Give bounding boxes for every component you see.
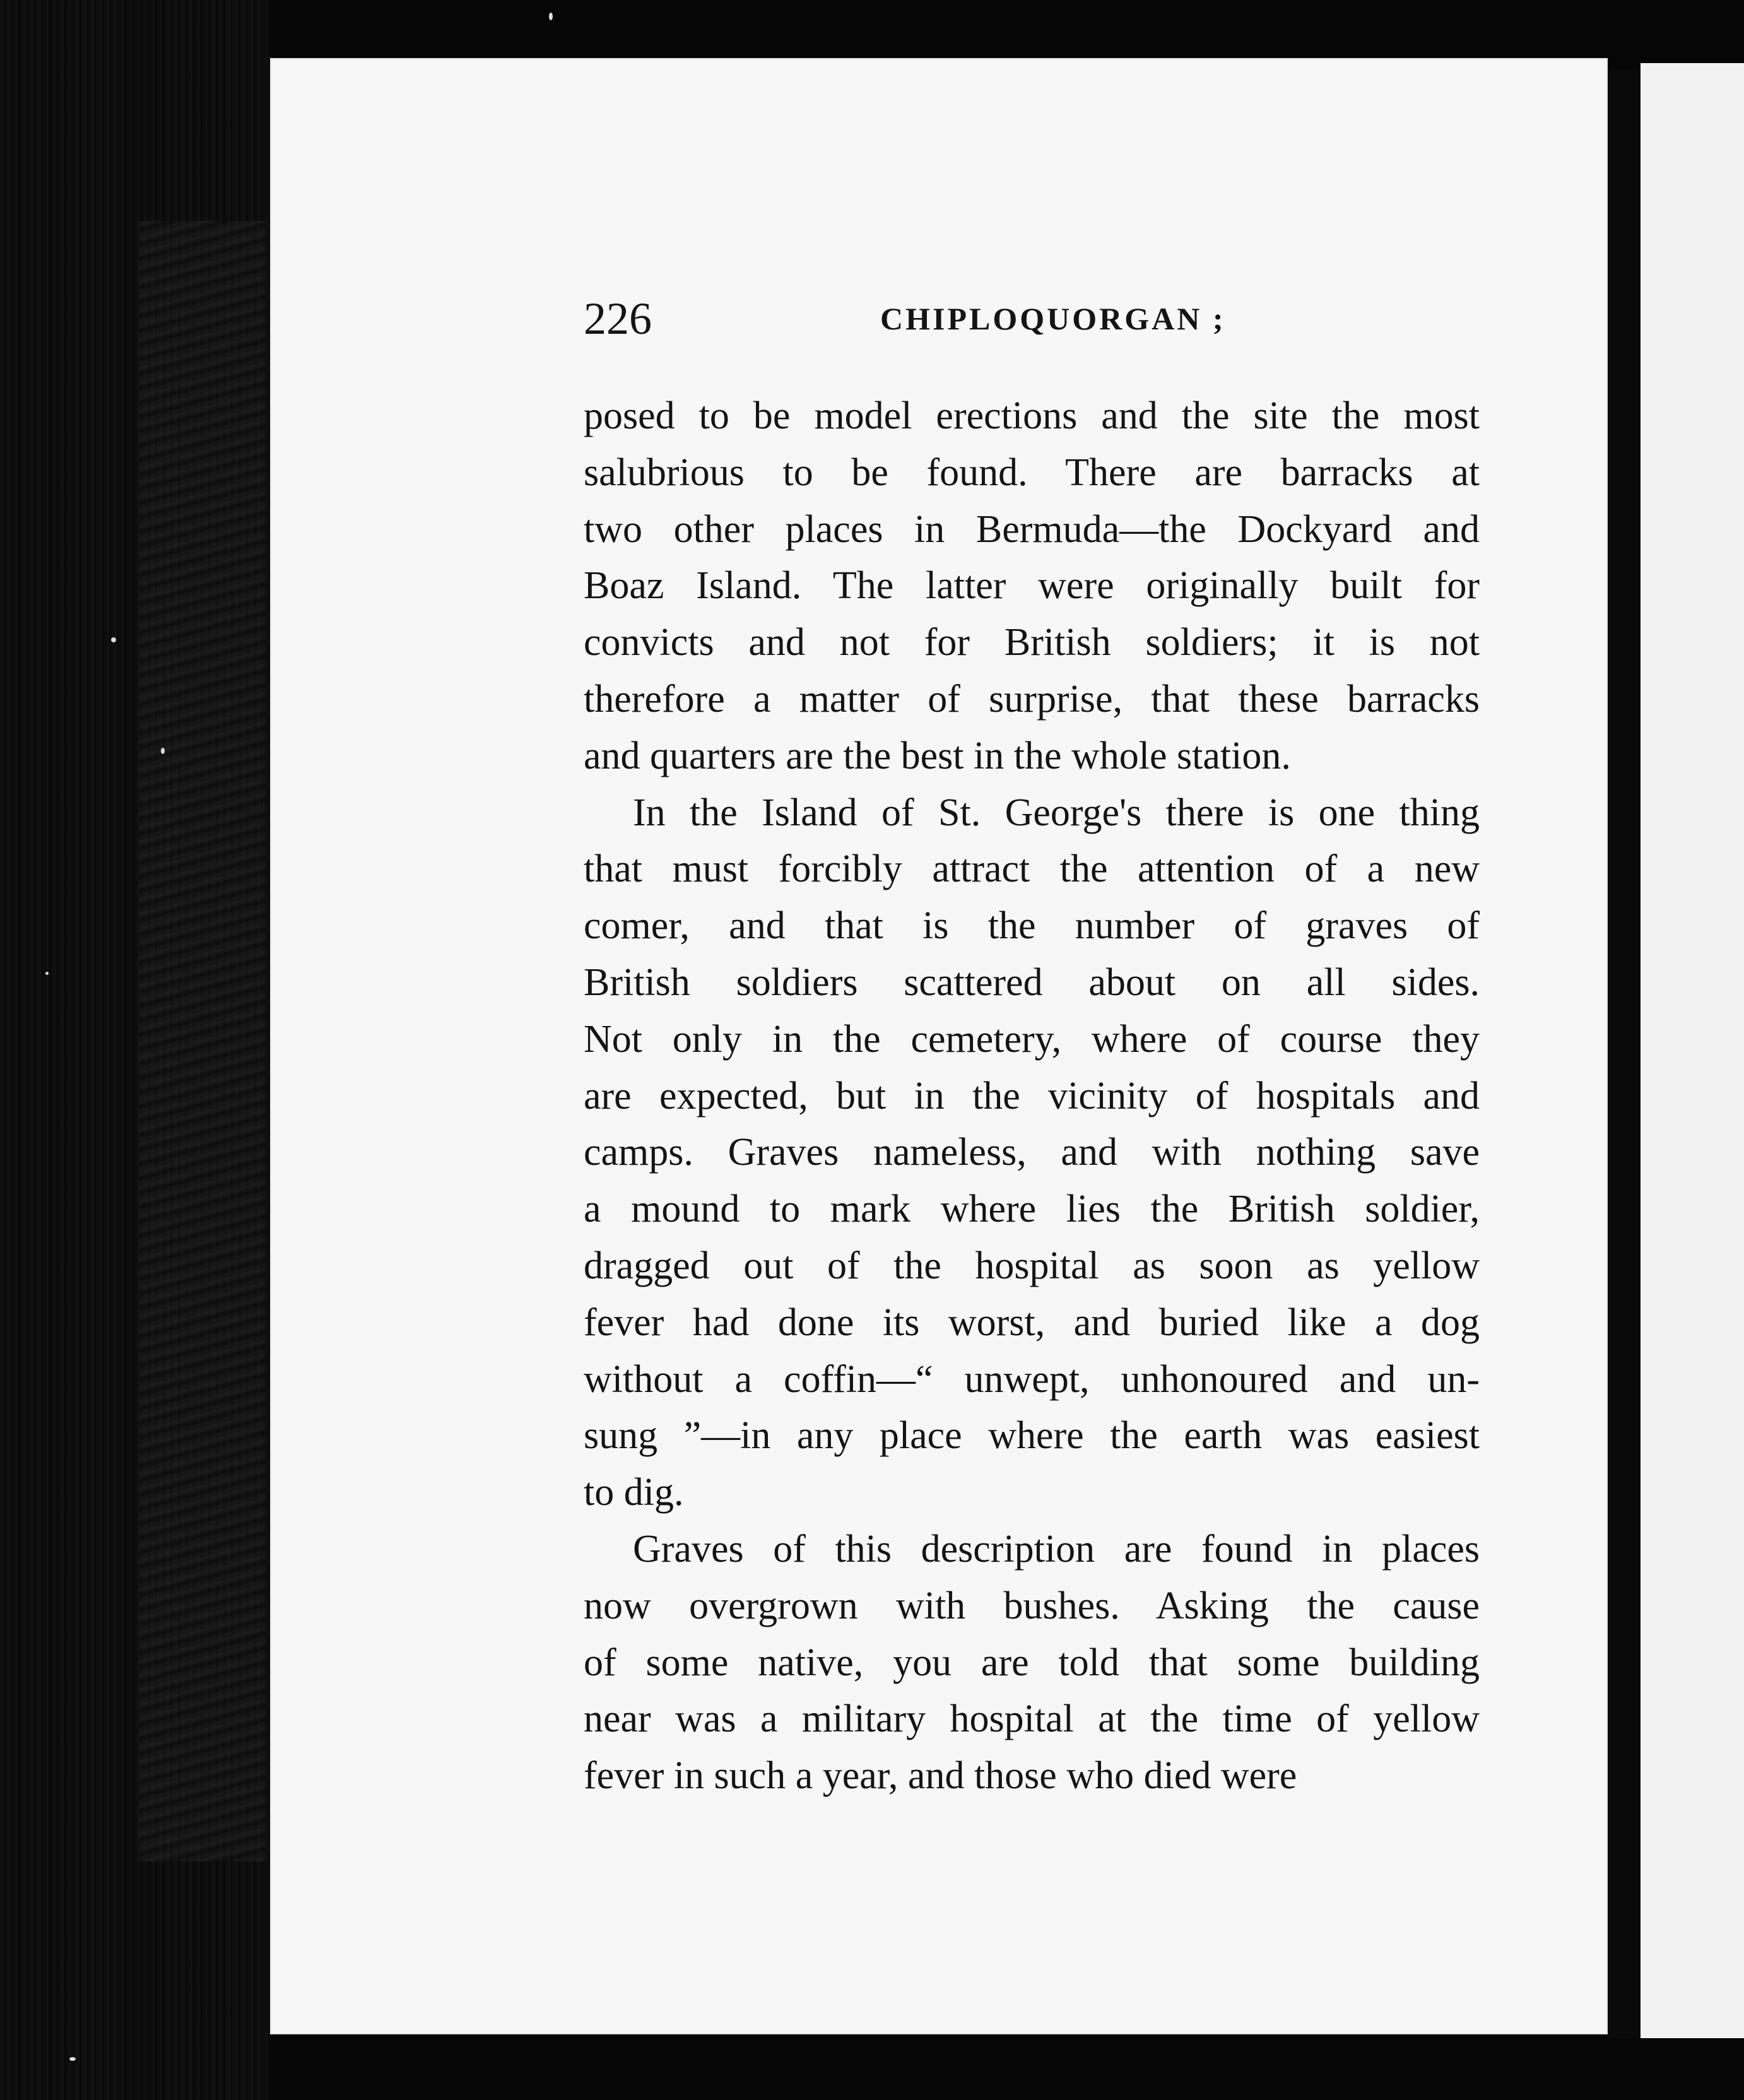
page-header (584, 284, 1480, 353)
running-title: CHIPLOQUORGAN ; (880, 301, 1226, 336)
dust-speck (549, 13, 553, 20)
dust-speck (69, 2057, 76, 2061)
text-line: to dig. (584, 1471, 684, 1514)
text-line: camps. Graves nameless, and with nothing save (584, 1131, 1480, 1174)
text-line: a mound to mark where lies the British soldier, (584, 1188, 1480, 1231)
text-line: Boaz Island. The latter were originally built for (584, 564, 1480, 608)
text-line: now overgrown with bushes. Asking the cause (584, 1584, 1480, 1627)
text-line: convicts and not for British soldiers; it is not (584, 621, 1480, 664)
text-line: dragged out of the hospital as soon as yellow (584, 1244, 1480, 1287)
dust-speck (161, 748, 165, 754)
dust-speck (111, 637, 116, 642)
book-binding-gutter (0, 0, 271, 2100)
text-line: without a coffin—“ unwept, unhonoured and un- (584, 1357, 1480, 1401)
text-line: two other places in Bermuda—the Dockyard and (584, 507, 1480, 551)
text-line: are expected, but in the vicinity of hospitals and (584, 1074, 1480, 1118)
text-line: fever had done its worst, and buried like a dog (584, 1301, 1480, 1344)
dust-speck (45, 972, 49, 975)
paragraph (584, 1521, 1480, 1805)
text-line: Graves of this description are found in places (633, 1527, 1480, 1571)
text-line: fever in such a year, and those who died were (584, 1754, 1297, 1798)
text-line: salubrious to be found. There are barracks at (584, 451, 1480, 494)
text-line: In the Island of St. George's there is one thing (633, 791, 1480, 834)
text-line: near was a military hospital at the time of yellow (584, 1697, 1480, 1741)
text-line: sung ”—in any place where the earth was easiest (584, 1414, 1480, 1458)
text-line: and quarters are the best in the whole station. (584, 734, 1291, 777)
text-line: Not only in the cemetery, where of course they (584, 1017, 1480, 1061)
text-line: posed to be model erections and the site the most (584, 394, 1480, 437)
text-line: of some native, you are told that some building (584, 1641, 1480, 1684)
text-line: British soldiers scattered about on all sides. (584, 960, 1480, 1004)
text-line: that must forcibly attract the attention of a new (584, 847, 1480, 891)
paragraph (584, 785, 1480, 1521)
page-number: 226 (584, 293, 652, 344)
binding-texture (139, 221, 265, 1861)
adjacent-page-sliver (1641, 63, 1744, 2038)
text-line: therefore a matter of surprise, that these barracks (584, 677, 1480, 721)
text-line: comer, and that is the number of graves of (584, 904, 1480, 948)
paragraph (584, 388, 1480, 785)
page-edge-shadow (1608, 69, 1641, 2038)
body-text (584, 388, 1480, 1805)
